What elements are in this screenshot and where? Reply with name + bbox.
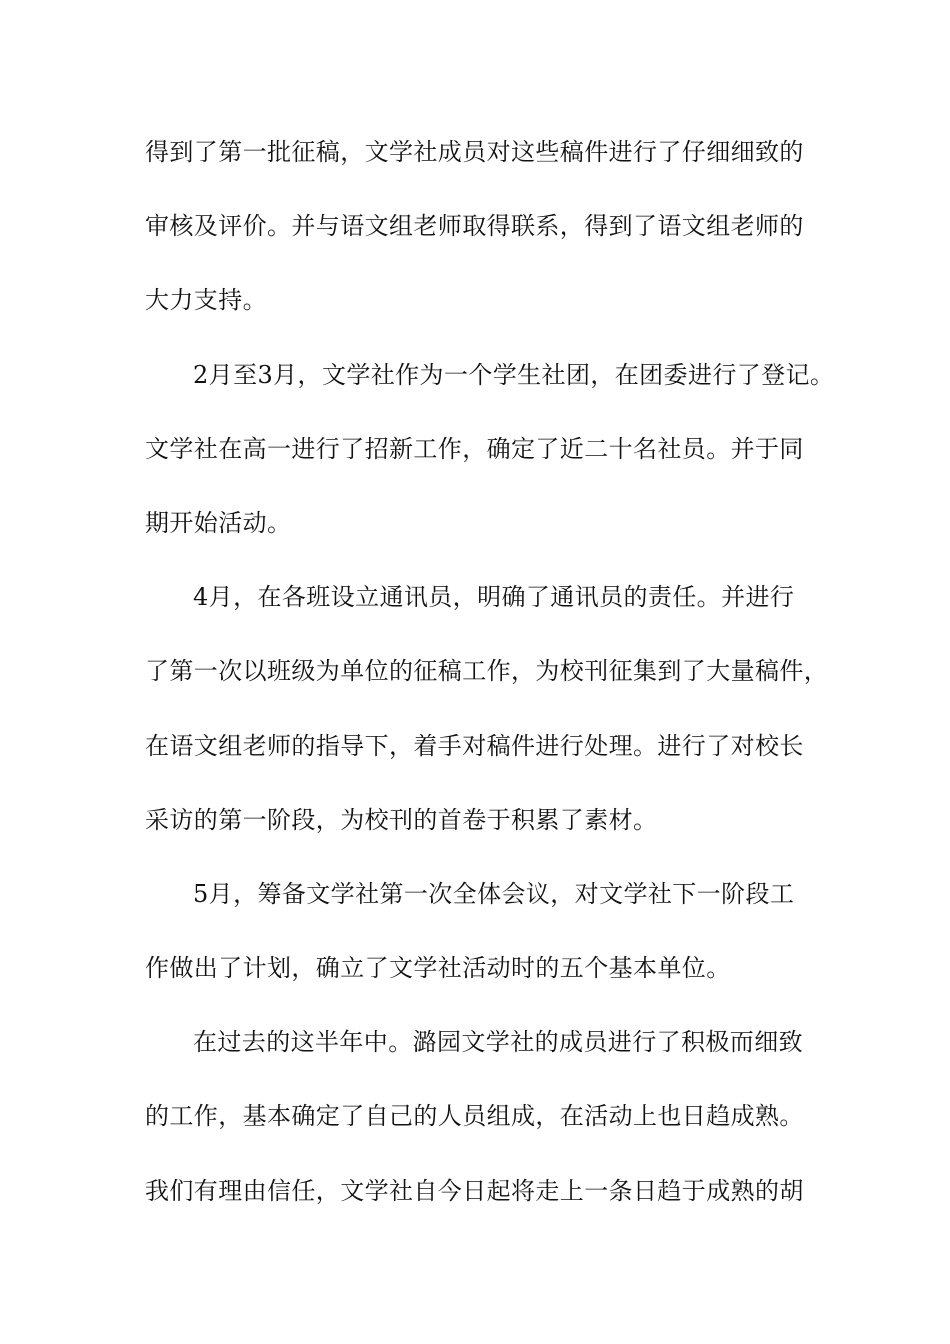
text-line: 作做出了计划，确立了文学社活动时的五个基本单位。 [145, 954, 731, 983]
text-line: 2月至3月，文学社作为一个学生社团，在团委进行了登记。 [193, 360, 835, 389]
text-line: 采访的第一阶段，为校刊的首卷于积累了素材。 [145, 805, 658, 834]
text-line: 的工作，基本确定了自己的人员组成，在活动上也日趋成熟。 [145, 1102, 804, 1131]
text-line: 在过去的这半年中。潞园文学社的成员进行了积极而细致 [193, 1028, 803, 1057]
text-line: 在语文组老师的指导下，着手对稿件进行处理。进行了对校长 [145, 731, 804, 760]
text-line: 了第一次以班级为单位的征稿工作，为校刊征集到了大量稿件， [145, 657, 829, 686]
text-line: 审核及评价。并与语文组老师取得联系，得到了语文组老师的 [145, 212, 804, 241]
text-line: 5月，筹备文学社第一次全体会议，对文学社下一阶段工 [193, 879, 795, 908]
text-line: 文学社在高一进行了招新工作，确定了近二十名社员。并于同 [145, 434, 804, 463]
text-line: 得到了第一批征稿，文学社成员对这些稿件进行了仔细细致的 [145, 138, 804, 166]
document-body [145, 128, 835, 1241]
text-line: 大力支持。 [145, 286, 267, 315]
text-line: 我们有理由信任，文学社自今日起将走上一条日趋于成熟的胡 [145, 1176, 804, 1205]
text-line: 4月，在各班设立通讯员，明确了通讯员的责任。并进行 [193, 583, 795, 612]
text-line: 期开始活动。 [145, 508, 292, 537]
